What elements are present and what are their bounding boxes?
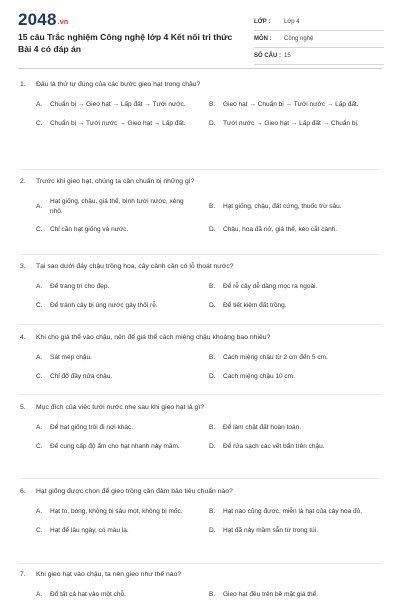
option-letter: B. (209, 354, 216, 361)
question-separator (18, 169, 382, 170)
option-text: Chuẩn bị → Gieo hạt → Lấp đất → Tưới nước. (50, 101, 186, 108)
option-b[interactable] (209, 353, 382, 363)
document-title: 15 câu Trắc nghiệm Công nghệ lớp 4 Kết nối tri thức Bài 4 có đáp án (18, 32, 233, 54)
question-number: 3. (20, 263, 26, 270)
option-text: Tưới nước → Gieo hạt → Lấp đất → Chuẩn bị. (223, 119, 359, 127)
option-letter: C. (36, 442, 43, 450)
meta-row-class (254, 14, 384, 31)
option-d[interactable] (209, 526, 382, 536)
logo-main: 2048 (18, 10, 57, 29)
option-c[interactable] (36, 526, 209, 536)
option-b[interactable] (209, 202, 382, 212)
option-c[interactable] (36, 225, 209, 235)
question-separator (18, 324, 382, 325)
logo-suffix: .vn (57, 19, 69, 26)
question-text (18, 487, 382, 497)
option-letter: A. (36, 202, 43, 210)
option-letter: C. (36, 301, 43, 309)
question-prompt: Trước khi gieo hạt, chúng ta cần chuẩn bị những gì? (36, 178, 195, 185)
question-number: 6. (20, 488, 26, 495)
option-text: Chỉ đổ đầy nửa chậu. (50, 372, 113, 380)
option-letter: A. (36, 424, 43, 431)
option-letter: D. (209, 526, 216, 534)
option-text: Gieo hạt đều trên bề mặt giá thể. (223, 591, 319, 598)
option-a[interactable] (36, 507, 209, 517)
question-text (18, 177, 382, 187)
option-d[interactable] (209, 225, 382, 235)
option-text: Hạt để lâu ngày, có màu lạ. (50, 526, 129, 534)
option-b[interactable] (209, 507, 382, 517)
option-a[interactable] (36, 353, 209, 363)
option-text: Chuẩn bị → Tưới nước → Gieo hạt → Lấp đất. (50, 119, 186, 127)
option-letter: B. (209, 508, 216, 515)
question-number: 5. (20, 404, 26, 411)
option-d[interactable] (209, 301, 382, 311)
option-d[interactable] (209, 119, 382, 129)
option-letter: D. (209, 442, 216, 450)
option-a[interactable] (36, 197, 209, 216)
question-7 (18, 570, 382, 609)
question-prompt: Mục đích của việc tưới nước nhẹ sau khi gieo hạt là gì? (36, 404, 205, 411)
option-letter: C. (36, 119, 43, 127)
option-letter: B. (209, 591, 216, 598)
option-letter: A. (36, 508, 43, 515)
meta-value: Công nghệ (284, 36, 314, 42)
option-a[interactable] (36, 100, 209, 110)
metadata-table (254, 14, 384, 65)
option-letter: B. (209, 202, 216, 210)
question-4 (18, 333, 382, 390)
site-logo[interactable] (18, 10, 68, 30)
question-number: 2. (20, 178, 26, 185)
option-text: Hạt giống, chậu, giá thể, bình tưới nước, xẻng nhỏ. (50, 198, 184, 215)
meta-label: MÔN : (254, 36, 272, 42)
option-text: Để trang trí cho đẹp. (50, 283, 110, 290)
header-divider (18, 68, 382, 69)
option-letter: A. (36, 101, 43, 108)
option-d[interactable] (209, 372, 382, 382)
option-letter: B. (209, 283, 216, 290)
option-text: Hạt nào cũng được, miễn là hạt của cây hoa đỏ. (223, 508, 363, 515)
option-text: Để rửa sạch các vết bẩn trên chậu. (223, 442, 325, 450)
option-b[interactable] (209, 100, 382, 110)
option-c[interactable] (36, 301, 209, 311)
option-letter: D. (209, 119, 216, 127)
option-letter: D. (209, 372, 216, 380)
option-letter: A. (36, 283, 43, 290)
option-b[interactable] (209, 590, 382, 600)
option-c[interactable] (36, 442, 209, 452)
question-separator (18, 563, 382, 564)
option-letter: C. (36, 226, 43, 233)
option-text: Để tránh cây bị úng nước gây thối rễ. (50, 301, 158, 309)
option-c[interactable] (36, 119, 209, 129)
option-d[interactable] (209, 442, 382, 452)
option-letter: C. (36, 372, 43, 380)
option-text: Để rễ cây dễ dàng mọc ra ngoài. (223, 283, 318, 290)
question-text (18, 262, 382, 272)
question-5 (18, 403, 382, 460)
option-text: Gieo hạt → Chuẩn bị → Tưới nước → Lấp đất. (223, 101, 359, 108)
option-letter: A. (36, 354, 43, 361)
option-text: Sát mép chậu. (50, 354, 92, 361)
option-c[interactable] (36, 372, 209, 382)
meta-row-subject (254, 31, 384, 48)
option-text: Để hạt giống trôi đi nơi khác. (50, 424, 134, 431)
meta-value: Lớp 4 (284, 19, 300, 25)
option-text: Cách miệng chậu từ 2 cm đến 5 cm. (223, 354, 328, 361)
option-letter: B. (209, 424, 216, 431)
meta-value: 15 (284, 53, 291, 59)
question-6 (18, 487, 382, 544)
question-2 (18, 177, 382, 244)
question-1 (18, 80, 382, 137)
option-letter: C. (36, 526, 43, 534)
question-3 (18, 262, 382, 319)
question-number: 1. (20, 81, 26, 88)
question-text (18, 80, 382, 90)
question-prompt: Khi cho giá thể vào chậu, nên để giá thể cách miệng chậu khoảng bao nhiêu? (36, 334, 271, 341)
option-letter: D. (209, 301, 216, 309)
option-text: Chậu, hoa đã nở, giá thể, kéo cắt cành. (223, 226, 338, 233)
question-text (18, 403, 382, 413)
option-text: Đổ tất cả hạt vào một chỗ. (50, 591, 126, 598)
option-a[interactable] (36, 590, 209, 600)
question-prompt: Hạt giống được chọn để gieo trồng cần đảm bảo tiêu chuẩn nào? (36, 488, 233, 495)
question-separator (18, 254, 382, 255)
option-a[interactable] (36, 423, 209, 433)
option-text: Hạt giống, chậu, đất cứng, thuốc trừ sâu. (223, 202, 342, 210)
option-letter: D. (209, 226, 216, 233)
question-prompt: Đâu là thứ tự đúng của các bước gieo hạt trong chậu? (36, 81, 201, 88)
question-text (18, 333, 382, 343)
option-letter: A. (36, 591, 43, 598)
question-prompt: Tại sao dưới đáy chậu trồng hoa, cây cảnh cần có lỗ thoát nước? (36, 263, 234, 270)
option-text: Hạt to, bóng, không bị sâu mọt, không bị mốc. (50, 508, 183, 515)
option-b[interactable] (209, 423, 382, 433)
meta-row-count (254, 48, 384, 65)
option-text: Để làm chặt đất hoàn toàn. (223, 424, 302, 431)
option-letter: B. (209, 101, 216, 108)
option-text: Hạt đã nảy mầm sẵn từ trong túi. (223, 526, 319, 534)
question-number: 4. (20, 334, 26, 341)
option-text: Chỉ cần hạt giống và nước. (50, 226, 129, 233)
option-text: Để cung cấp độ ẩm cho hạt nhanh nảy mầm. (50, 442, 180, 450)
question-number: 7. (20, 571, 26, 578)
option-a[interactable] (36, 282, 209, 292)
option-text: Cách miệng chậu 10 cm. (223, 372, 295, 380)
option-b[interactable] (209, 282, 382, 292)
meta-label: SỐ CÂU : (254, 53, 281, 59)
question-prompt: Khi gieo hạt vào chậu, ta nên gieo như thế nào? (36, 571, 182, 578)
question-separator (18, 394, 382, 395)
option-text: Để tiết kiệm đất trồng. (223, 301, 287, 309)
meta-label: LỚP : (254, 19, 271, 25)
question-separator (18, 478, 382, 479)
question-text (18, 570, 382, 580)
